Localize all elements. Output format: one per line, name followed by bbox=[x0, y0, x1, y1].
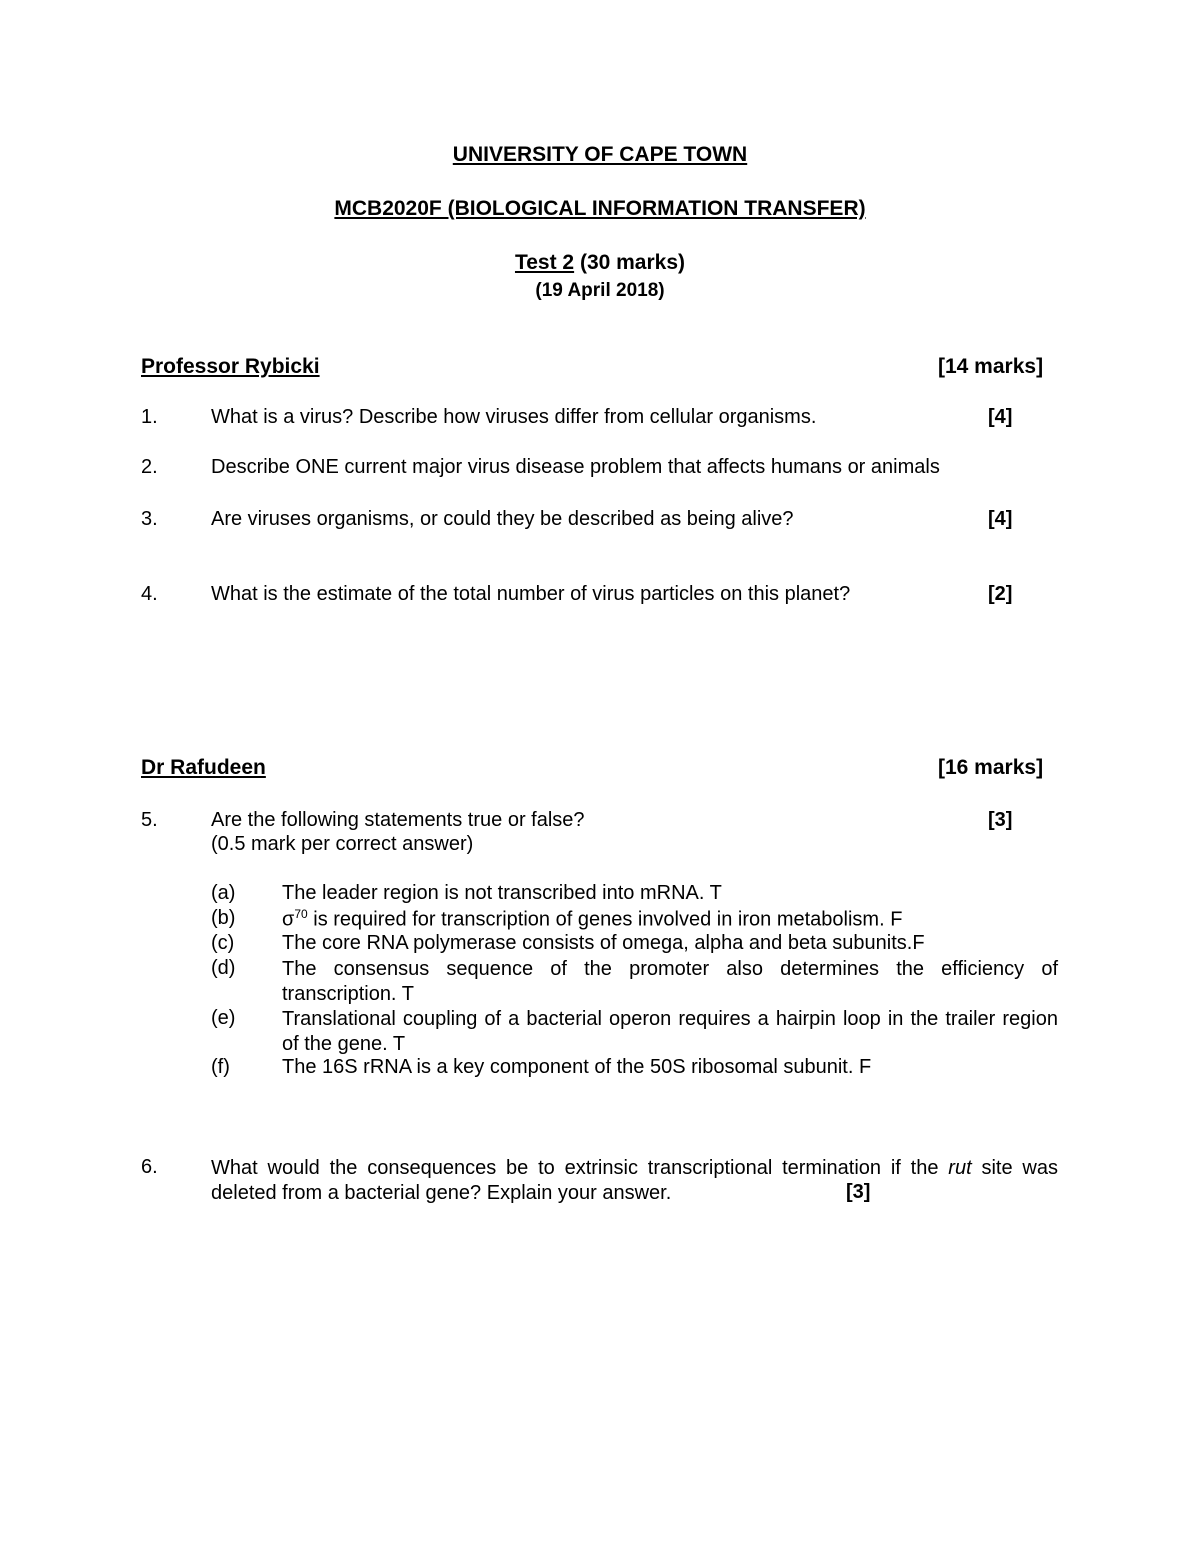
sigma-superscript: 70 bbox=[294, 907, 308, 921]
course-title: MCB2020F (BIOLOGICAL INFORMATION TRANSFER) bbox=[334, 197, 866, 220]
section1-title: Professor Rybicki bbox=[141, 355, 320, 378]
question-text: What would the consequences be to extrinsic transcriptional termination if the rut site was deleted from a bacterial gene? Explain your answer. bbox=[211, 1157, 1058, 1204]
question-marks: [3] bbox=[988, 809, 1013, 831]
item-label: (a) bbox=[211, 882, 236, 904]
test-title bbox=[0, 251, 1200, 275]
question-subtext: (0.5 mark per correct answer) bbox=[211, 833, 474, 855]
question-number: 2. bbox=[141, 456, 158, 478]
item-label: (b) bbox=[211, 907, 236, 929]
question-number: 1. bbox=[141, 406, 158, 428]
item-text: The leader region is not transcribed into mRNA. T bbox=[282, 882, 722, 904]
question-marks: [4] bbox=[988, 406, 1013, 428]
test-marks: (30 marks) bbox=[579, 251, 686, 274]
question-text: What is the estimate of the total number of virus particles on this planet? bbox=[211, 583, 851, 605]
sigma-symbol: σ bbox=[282, 908, 295, 931]
item-text: The consensus sequence of the promoter also determines the efficiency of transcription. T bbox=[282, 958, 1058, 1005]
question-marks: [4] bbox=[988, 508, 1013, 530]
item-label: (f) bbox=[211, 1056, 230, 1078]
university-title: UNIVERSITY OF CAPE TOWN bbox=[452, 143, 748, 166]
item-text: The 16S rRNA is a key component of the 50S ribosomal subunit. F bbox=[282, 1056, 872, 1078]
item-text: The core RNA polymerase consists of omega, alpha and beta subunits.F bbox=[282, 932, 925, 954]
item-text: $\sigma^{70}$ is required for transcription of genes involved in iron metabolism. F bbox=[282, 907, 903, 931]
section2-marks: [16 marks] bbox=[938, 756, 1044, 779]
rut-italic: rut bbox=[948, 1157, 972, 1179]
question-marks: [2] bbox=[988, 583, 1013, 605]
question-text: What is a virus? Describe how viruses differ from cellular organisms. bbox=[211, 406, 817, 428]
question-number: 3. bbox=[141, 508, 158, 530]
question-number: 4. bbox=[141, 583, 158, 605]
question-number: 5. bbox=[141, 809, 158, 831]
question-text: Are viruses organisms, or could they be described as being alive? bbox=[211, 508, 794, 530]
question-text: Describe ONE current major virus disease problem that affects humans or animals bbox=[211, 456, 940, 478]
question-number: 6. bbox=[141, 1156, 158, 1178]
item-label: (c) bbox=[211, 932, 235, 954]
item-label: (d) bbox=[211, 957, 236, 979]
section2-title: Dr Rafudeen bbox=[141, 756, 266, 779]
test-label: Test 2 bbox=[514, 251, 575, 274]
section1-marks: [14 marks] bbox=[938, 355, 1044, 378]
item-label: (e) bbox=[211, 1007, 236, 1029]
question-text: Are the following statements true or false? bbox=[211, 809, 585, 831]
question-marks: [3] bbox=[846, 1181, 871, 1203]
item-text: Translational coupling of a bacterial operon requires a hairpin loop in the trailer region of the gene. T bbox=[282, 1008, 1058, 1055]
test-date: (19 April 2018) bbox=[535, 280, 665, 301]
